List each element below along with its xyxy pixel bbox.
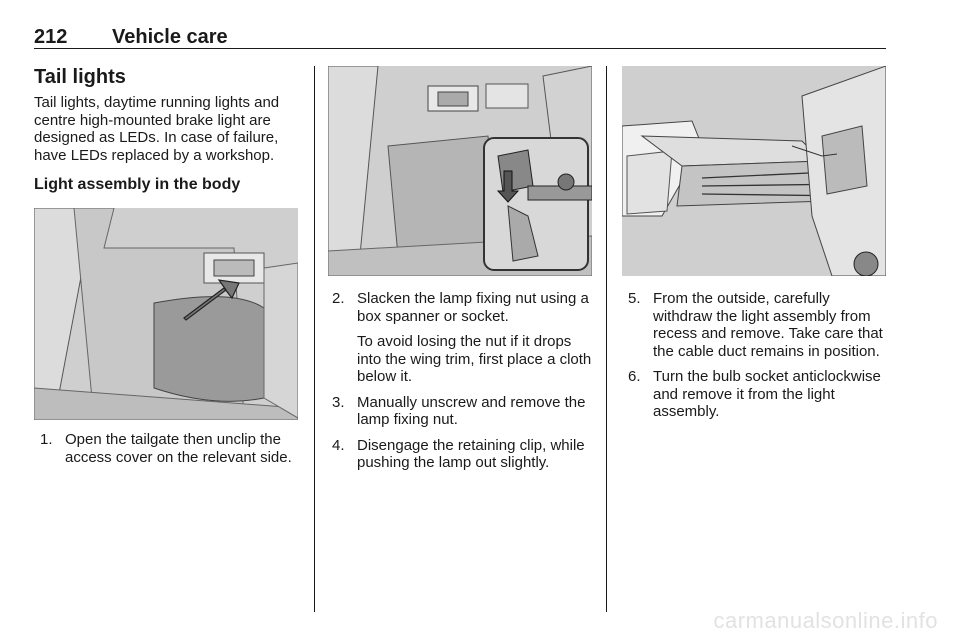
watermark: carmanualsonline.info <box>713 608 938 633</box>
intro-paragraph: Tail lights, daytime running lights and centre high-mounted brake light are designed as LEDs. In case of failure, have LEDs replaced by a workshop. <box>34 94 280 164</box>
list-item: 6. Turn the bulb socket anticlockwise and remove it from the light assembly. <box>628 368 881 420</box>
chapter-title: Vehicle care <box>112 26 228 48</box>
illustration-light-assembly <box>622 66 886 276</box>
list-item: 3. Manually unscrew and remove the lamp fixing nut. <box>332 393 586 428</box>
illustration-fixing-nut <box>328 66 592 276</box>
list-item: 2. Slacken the lamp fixing nut using a box spanner or socket. To avoid losing the nut if it drops into the wing trim, first place a cloth below it. <box>332 290 592 385</box>
steps-column-1 <box>40 431 302 474</box>
step-note: To avoid losing the nut if it drops into the wing trim, first place a cloth below it. <box>357 333 592 385</box>
column-1 <box>34 66 300 194</box>
list-item: 1. Open the tailgate then unclip the access cover on the relevant side. <box>40 431 292 466</box>
column-divider <box>606 66 607 612</box>
steps-column-3 <box>628 290 890 429</box>
list-item: 4. Disengage the retaining clip, while pushing the lamp out slightly. <box>332 436 585 471</box>
subheading: Light assembly in the body <box>34 176 241 193</box>
list-item: 5. From the outside, carefully withdraw the light assembly from recess and remove. Take care that the cable duct remains in position. <box>628 290 883 360</box>
page-number: 212 <box>34 26 68 48</box>
illustration-access-cover <box>34 208 298 420</box>
page-header <box>34 26 886 49</box>
section-title: Tail lights <box>34 66 126 88</box>
column-divider <box>314 66 315 612</box>
steps-column-2 <box>332 290 592 480</box>
